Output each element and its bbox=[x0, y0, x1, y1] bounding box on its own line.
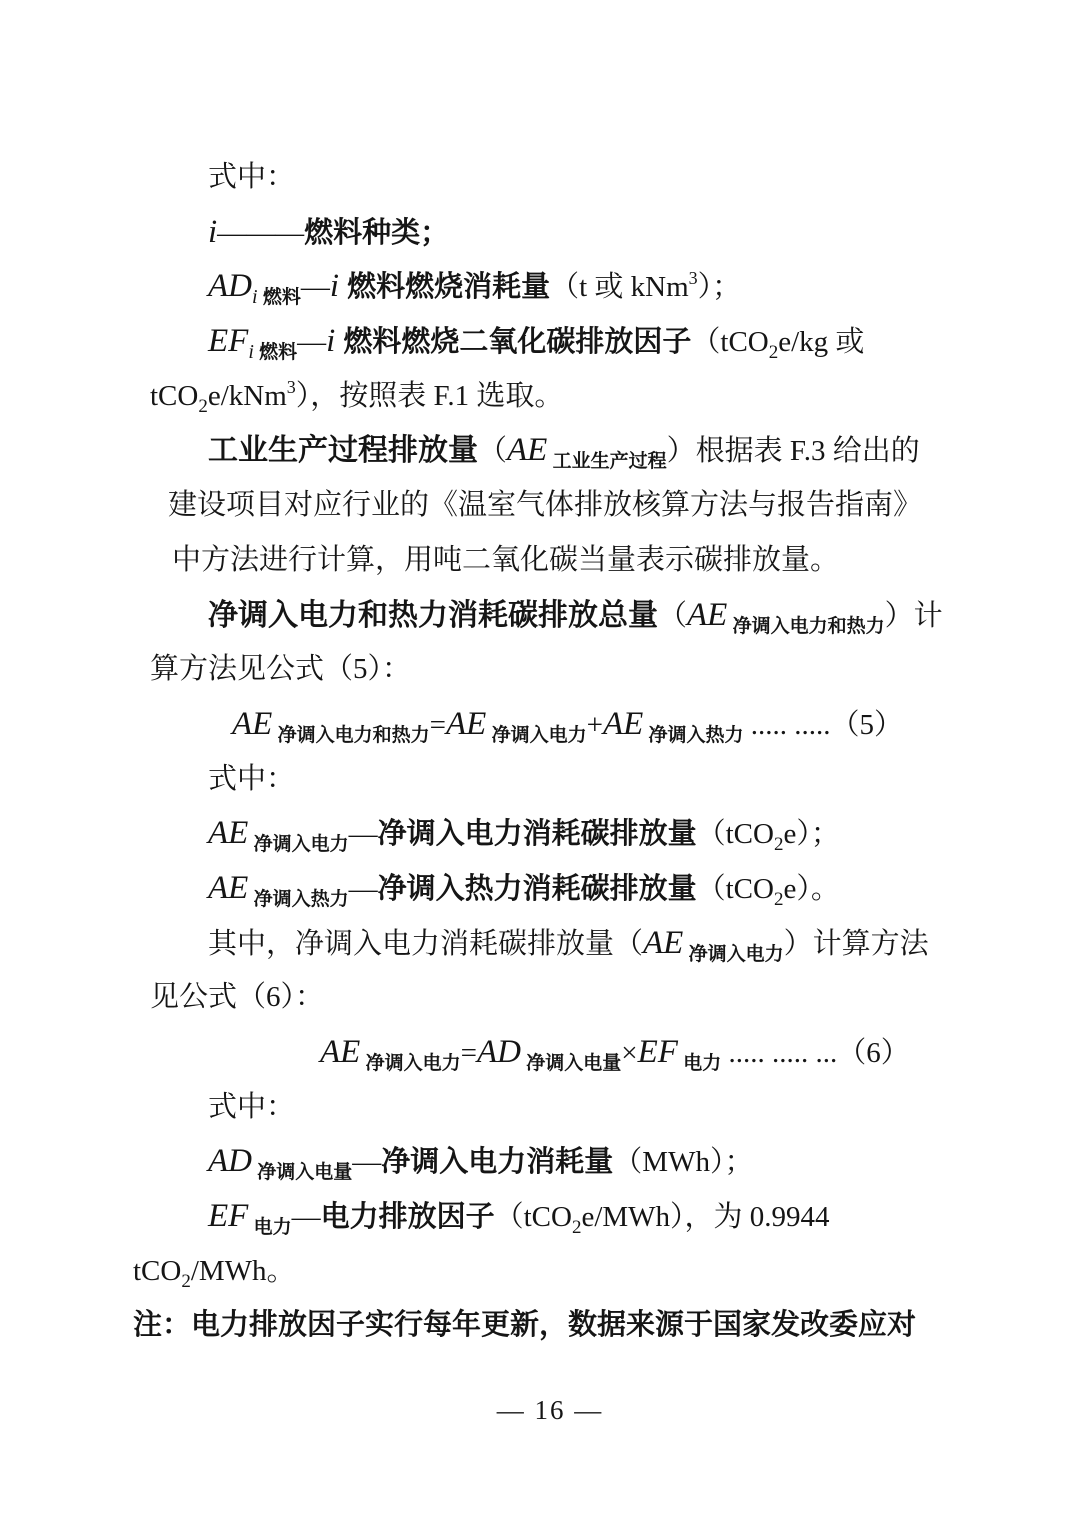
para-net-power bbox=[150, 916, 950, 971]
subscript-net-heat: 净调入热力 bbox=[248, 888, 349, 910]
term-text: 燃料燃烧消耗量 bbox=[339, 271, 551, 304]
bold-term: 工业生产过程排放量 bbox=[208, 434, 478, 468]
para-industrial-process-cont-1 bbox=[150, 478, 950, 533]
unit-text: （MWh）； bbox=[613, 1146, 754, 1179]
variable-symbol: AD bbox=[208, 1143, 252, 1180]
subscript-i: i bbox=[252, 286, 258, 309]
body-text: 算方法见公式（5）： bbox=[150, 653, 412, 686]
variable-i: i bbox=[329, 268, 340, 305]
variable-symbol: AE bbox=[687, 596, 728, 633]
definition-ae-heat bbox=[150, 861, 950, 916]
body-text-2: ）计算方法 bbox=[783, 927, 929, 960]
term-text: 燃料燃烧二氧化碳排放因子 bbox=[335, 326, 692, 359]
variable-ae: AE bbox=[232, 705, 273, 742]
equation-number: （5） bbox=[830, 708, 904, 741]
dash: — bbox=[300, 271, 330, 304]
para-net-power-heat-cont bbox=[150, 642, 950, 697]
body-text: 根据表 F.3 给出的 bbox=[695, 435, 920, 468]
dash: — bbox=[291, 1201, 321, 1234]
term-text: 净调入热力消耗碳排放量 bbox=[377, 872, 697, 905]
equals-operator: = bbox=[429, 708, 446, 741]
variable-symbol: AE bbox=[208, 869, 249, 906]
variable-symbol: AE bbox=[643, 924, 684, 961]
note-line bbox=[133, 1298, 950, 1353]
subscript-net-quantity: 净调入电量 bbox=[520, 1053, 622, 1074]
subscript-fuel: 燃料 bbox=[253, 342, 298, 364]
term-text: 净调入电力消耗量 bbox=[381, 1146, 614, 1179]
definition-ad-fuel bbox=[150, 259, 950, 314]
subscript-2: 2 bbox=[198, 395, 208, 417]
variable-symbol: EF bbox=[208, 1198, 249, 1235]
unit-text-2: e/MWh），为 0.9944 bbox=[581, 1201, 830, 1234]
note-text: 注：电力排放因子实行每年更新，数据来源于国家发改委应对 bbox=[133, 1309, 917, 1342]
where-clause-label-1 bbox=[150, 150, 950, 205]
variable-ae: AE bbox=[320, 1034, 361, 1070]
superscript-3: 3 bbox=[688, 268, 698, 289]
dot-leaders: ..... ..... ... bbox=[721, 1037, 838, 1069]
equals-operator: = bbox=[460, 1037, 477, 1069]
subscript-2: 2 bbox=[181, 1270, 191, 1292]
subscript-net-heat: 净调入热力 bbox=[643, 724, 744, 746]
paren-close: ） bbox=[884, 599, 914, 632]
subscript-industrial: 工业生产过程 bbox=[547, 451, 667, 473]
dash: ——— bbox=[217, 216, 305, 249]
variable-symbol: i bbox=[208, 213, 218, 250]
label-text: 式中： bbox=[208, 762, 296, 795]
body-text: 计 bbox=[913, 599, 943, 632]
variable-ae: AE bbox=[602, 705, 644, 742]
body-text: 见公式（6）： bbox=[150, 981, 325, 1014]
definition-ef-fuel-cont bbox=[150, 369, 950, 424]
dash: — bbox=[352, 1146, 382, 1179]
subscript-2: 2 bbox=[768, 342, 779, 364]
variable-ad: AD bbox=[476, 1034, 521, 1070]
definition-ad-power bbox=[150, 1134, 950, 1189]
subscript-2: 2 bbox=[571, 1217, 582, 1239]
variable-ef: EF bbox=[637, 1034, 678, 1070]
unit-text: （tCO bbox=[494, 1201, 572, 1234]
subscript-power: 电力 bbox=[248, 1217, 292, 1239]
dash: — bbox=[348, 872, 378, 905]
para-net-power-cont bbox=[150, 970, 950, 1025]
page-number bbox=[150, 1383, 950, 1438]
subscript-net-power: 净调入电力 bbox=[248, 834, 349, 856]
unit-text: （tCO bbox=[691, 326, 769, 359]
formula-6 bbox=[150, 1025, 950, 1080]
where-clause-label-3 bbox=[150, 1080, 950, 1135]
body-text: 中方法进行计算，用吨二氧化碳当量表示碳排放量。 bbox=[172, 543, 840, 576]
formula-5 bbox=[150, 697, 950, 752]
definition-ae-power bbox=[150, 806, 950, 861]
dash: — bbox=[297, 326, 327, 359]
variable-i: i bbox=[326, 323, 336, 360]
dash: — bbox=[348, 818, 378, 851]
times-operator: × bbox=[621, 1037, 638, 1069]
subscript-net-power: 净调入电力 bbox=[360, 1053, 461, 1074]
label-text: 式中： bbox=[208, 161, 296, 193]
definition-ef-fuel bbox=[150, 314, 950, 369]
label-text: 式中： bbox=[208, 1090, 296, 1123]
subscript-net-quantity: 净调入电量 bbox=[252, 1162, 353, 1184]
subscript-fuel: 燃料 bbox=[257, 287, 301, 309]
subscript-2: 2 bbox=[773, 834, 784, 856]
para-industrial-process bbox=[150, 423, 950, 478]
superscript-3: 3 bbox=[286, 376, 296, 397]
unit-text-2: e/kNm bbox=[207, 379, 287, 412]
subscript-2: 2 bbox=[773, 888, 784, 910]
variable-symbol: AD bbox=[208, 268, 252, 305]
unit-text: tCO bbox=[150, 379, 199, 412]
plus-operator: + bbox=[586, 708, 603, 741]
term-text: 燃料种类； bbox=[304, 216, 450, 249]
subscript-power: 电力 bbox=[677, 1053, 722, 1074]
paren-open: （ bbox=[658, 599, 688, 632]
term-text: 电力排放因子 bbox=[320, 1201, 495, 1234]
page-number-text: — 16 — bbox=[496, 1395, 604, 1426]
document-body bbox=[133, 150, 950, 1438]
unit-text: tCO bbox=[133, 1254, 182, 1287]
unit-text: （tCO bbox=[696, 872, 774, 905]
body-text: 建设项目对应行业的《温室气体排放核算方法与报告指南》 bbox=[168, 489, 923, 522]
definition-i bbox=[150, 205, 950, 260]
paren-close: ） bbox=[666, 435, 696, 468]
unit-text-2: e）； bbox=[783, 818, 840, 851]
body-text: ），按照表 F.1 选取。 bbox=[295, 379, 564, 412]
para-net-power-heat bbox=[150, 588, 950, 643]
variable-symbol: AE bbox=[208, 815, 249, 852]
definition-ef-grid bbox=[150, 1189, 950, 1244]
equation-number: （6） bbox=[837, 1037, 910, 1069]
definition-ef-grid-cont bbox=[133, 1244, 950, 1299]
bold-term: 净调入电力和热力消耗碳排放总量 bbox=[208, 598, 658, 632]
unit-text: （tCO bbox=[696, 818, 774, 851]
dot-leaders: ..... ..... bbox=[743, 708, 831, 741]
unit-text-2: /MWh。 bbox=[190, 1254, 296, 1287]
para-industrial-process-cont-2 bbox=[150, 533, 950, 588]
where-clause-label-2 bbox=[150, 752, 950, 807]
subscript-net-power: 净调入电力 bbox=[683, 943, 784, 965]
punctuation: ）； bbox=[697, 271, 742, 304]
variable-ae: AE bbox=[445, 705, 487, 742]
body-text: 其中，净调入电力消耗碳排放量（ bbox=[208, 927, 644, 960]
term-text: 净调入电力消耗碳排放量 bbox=[377, 818, 697, 851]
unit-text-2: e）。 bbox=[783, 872, 840, 905]
subscript-net-power: 净调入电力 bbox=[486, 724, 587, 746]
subscript-net-power-heat: 净调入电力和热力 bbox=[272, 724, 430, 746]
variable-symbol: AE bbox=[507, 432, 548, 469]
variable-symbol: EF bbox=[208, 323, 249, 360]
unit-text-2: e/kg 或 bbox=[778, 326, 865, 359]
unit-text: （t 或 kNm bbox=[550, 271, 689, 304]
subscript-net-power-heat: 净调入电力和热力 bbox=[727, 615, 885, 637]
paren-open: （ bbox=[478, 435, 508, 468]
subscript-i: i bbox=[248, 341, 254, 364]
